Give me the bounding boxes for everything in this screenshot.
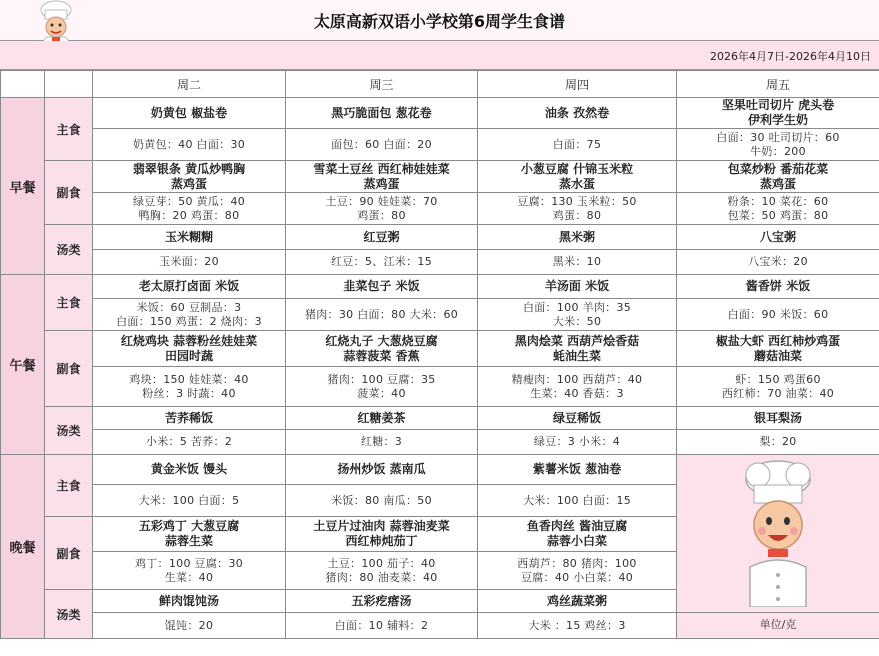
dish-cell: 五彩疙瘩汤 (286, 590, 478, 613)
dish-cell: 绿豆稀饭 (478, 407, 677, 430)
ingredient-cell: 绿豆：3 小米：4 (478, 430, 677, 455)
header-row (1, 71, 879, 98)
ingredient-cell: 红糖：3 (286, 430, 478, 455)
category-label: 汤类 (45, 225, 93, 275)
date-row (0, 41, 879, 70)
ingredient-cell: 玉米面：20 (93, 250, 286, 275)
ingredient-cell: 米饭：80 南瓜：50 (286, 485, 478, 517)
ingredient-cell: 白面：10 辅料：2 (286, 613, 478, 639)
dish-cell: 黑肉烩菜 西葫芦烩香菇 蚝油生菜 (478, 331, 677, 367)
dish-cell: 扬州炒饭 蒸南瓜 (286, 455, 478, 485)
dish-cell: 银耳梨汤 (677, 407, 879, 430)
dish-cell: 八宝粥 (677, 225, 879, 250)
dish-cell: 坚果吐司切片 虎头卷 伊利学生奶 (677, 98, 879, 129)
category-label: 汤类 (45, 407, 93, 455)
category-label: 主食 (45, 98, 93, 161)
meal-label-dinner: 晚餐 (1, 455, 45, 639)
category-label: 副食 (45, 161, 93, 225)
dish-cell: 苦荞稀饭 (93, 407, 286, 430)
dish-cell: 鲜肉馄饨汤 (93, 590, 286, 613)
dish-cell: 油条 孜然卷 (478, 98, 677, 129)
ingredient-cell: 土豆：100 茄子：40 猪肉：80 油麦菜：40 (286, 552, 478, 590)
ingredient-cell: 西葫芦：80 猪肉：100 豆腐：40 小白菜：40 (478, 552, 677, 590)
dish-cell: 五彩鸡丁 大葱豆腐 蒜蓉生菜 (93, 517, 286, 552)
day-header: 周三 (286, 71, 478, 98)
chef-mascot-icon (728, 457, 828, 607)
ingredient-cell: 红豆：5、江米：15 (286, 250, 478, 275)
ingredient-cell: 白面：90 米饭：60 (677, 299, 879, 331)
category-label: 主食 (45, 275, 93, 331)
dish-cell: 红烧鸡块 蒜蓉粉丝娃娃菜 田园时蔬 (93, 331, 286, 367)
ingredient-cell: 馄饨：20 (93, 613, 286, 639)
dish-cell: 奶黄包 椒盐卷 (93, 98, 286, 129)
dish-cell: 土豆片过油肉 蒜蓉油麦菜 西红柿炖茄丁 (286, 517, 478, 552)
ingredient-cell: 奶黄包：40 白面：30 (93, 129, 286, 161)
ingredient-cell: 白面：30 吐司切片：60 牛奶：200 (677, 129, 879, 161)
ingredient-cell: 精瘦肉：100 西葫芦：40 生菜：40 香菇：3 (478, 367, 677, 407)
category-label: 主食 (45, 455, 93, 517)
ingredient-cell: 八宝米：20 (677, 250, 879, 275)
dish-cell: 椒盐大虾 西红柿炒鸡蛋 蘑菇油菜 (677, 331, 879, 367)
ingredient-cell: 面包：60 白面：20 (286, 129, 478, 161)
day-header: 周四 (478, 71, 677, 98)
menu-table (0, 70, 879, 639)
corner-cell (1, 71, 45, 98)
ingredient-cell: 粉条：10 菜花：60 包菜：50 鸡蛋：80 (677, 193, 879, 225)
ingredient-cell: 鸡块：150 娃娃菜：40 粉丝：3 时蔬：40 (93, 367, 286, 407)
ingredient-cell: 米饭：60 豆制品：3 白面：150 鸡蛋：2 烧肉：3 (93, 299, 286, 331)
dish-cell: 老太原打卤面 米饭 (93, 275, 286, 299)
dish-cell: 紫薯米饭 葱油卷 (478, 455, 677, 485)
dish-cell: 玉米糊糊 (93, 225, 286, 250)
page-title: 太原高新双语小学校第6周学生食谱 (0, 0, 879, 41)
dish-cell: 包菜炒粉 番茄花菜 蒸鸡蛋 (677, 161, 879, 193)
ingredient-cell: 虾：150 鸡蛋60 西红柿：70 油菜：40 (677, 367, 879, 407)
dish-cell: 羊汤面 米饭 (478, 275, 677, 299)
meal-label-breakfast: 早餐 (1, 98, 45, 275)
dish-cell: 酱香饼 米饭 (677, 275, 879, 299)
dish-cell: 鸡丝蔬菜粥 (478, 590, 677, 613)
dish-cell: 小葱豆腐 什锦玉米粒 蒸水蛋 (478, 161, 677, 193)
dish-cell: 黑巧脆面包 葱花卷 (286, 98, 478, 129)
ingredient-cell: 大米 ：15 鸡丝：3 (478, 613, 677, 639)
dish-cell: 红烧丸子 大葱烧豆腐 蒜蓉菠菜 香蕉 (286, 331, 478, 367)
ingredient-cell: 大米：100 白面：5 (93, 485, 286, 517)
dish-cell: 韭菜包子 米饭 (286, 275, 478, 299)
ingredient-cell: 黑米：10 (478, 250, 677, 275)
day-header: 周五 (677, 71, 879, 98)
ingredient-cell: 白面：75 (478, 129, 677, 161)
dish-cell: 红糖姜茶 (286, 407, 478, 430)
ingredient-cell: 绿豆芽：50 黄瓜：40 鸭胸：20 鸡蛋：80 (93, 193, 286, 225)
day-header: 周二 (93, 71, 286, 98)
dish-cell: 翡翠银条 黄瓜炒鸭胸 蒸鸡蛋 (93, 161, 286, 193)
dish-cell: 雪菜土豆丝 西红柿娃娃菜 蒸鸡蛋 (286, 161, 478, 193)
ingredient-cell: 鸡丁：100 豆腐：30 生菜：40 (93, 552, 286, 590)
ingredient-cell: 猪肉：100 豆腐：35 菠菜：40 (286, 367, 478, 407)
category-label: 副食 (45, 517, 93, 590)
dish-cell: 红豆粥 (286, 225, 478, 250)
ingredient-cell: 白面：100 羊肉：35 大米：50 (478, 299, 677, 331)
ingredient-cell: 豆腐：130 玉米粒：50 鸡蛋：80 (478, 193, 677, 225)
ingredient-cell: 梨：20 (677, 430, 879, 455)
corner-cell (45, 71, 93, 98)
date-range: 2026年4月7日-2026年4月10日 (710, 50, 871, 63)
unit-label: 单位/克 (677, 613, 879, 639)
category-label: 汤类 (45, 590, 93, 639)
dish-cell: 黄金米饭 馒头 (93, 455, 286, 485)
ingredient-cell: 小米：5 苦荞：2 (93, 430, 286, 455)
ingredient-cell: 猪肉：30 白面：80 大米：60 (286, 299, 478, 331)
category-label: 副食 (45, 331, 93, 407)
dish-cell: 鱼香肉丝 酱油豆腐 蒜蓉小白菜 (478, 517, 677, 552)
chef-illustration-cell (677, 455, 879, 613)
ingredient-cell: 土豆：90 娃娃菜：70 鸡蛋：80 (286, 193, 478, 225)
meal-label-lunch: 午餐 (1, 275, 45, 455)
ingredient-cell: 大米：100 白面：15 (478, 485, 677, 517)
dish-cell: 黑米粥 (478, 225, 677, 250)
